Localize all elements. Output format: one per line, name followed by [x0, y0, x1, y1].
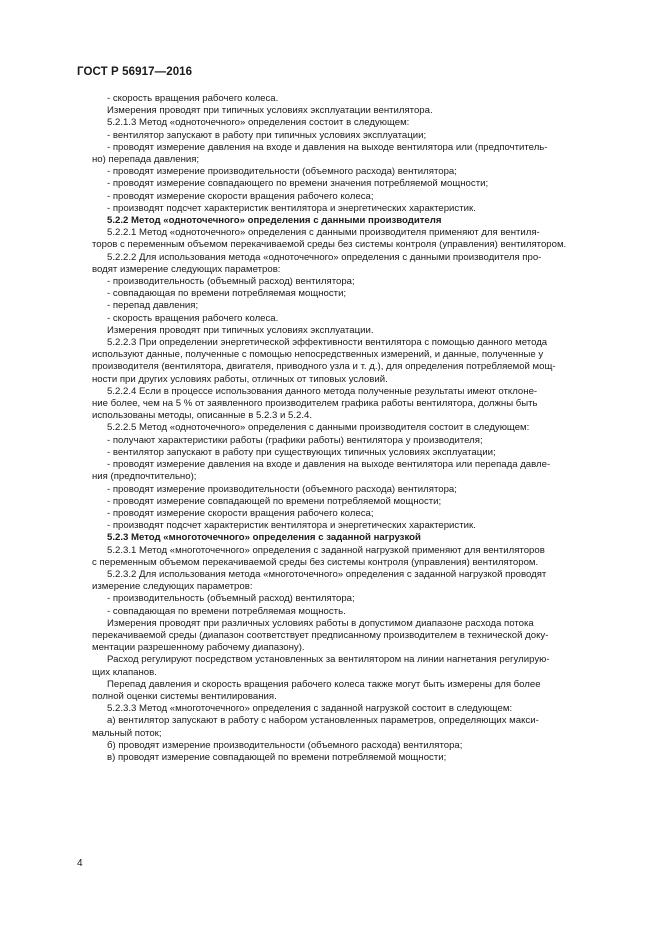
text-line: - производят подсчет характеристик вентилятора и энергетических характеристик. — [107, 520, 476, 532]
text-line: а) вентилятор запускают в работу с набором установленных параметров, определяющих макси- — [107, 715, 539, 727]
text-line: 5.2.3.3 Метод «многоточечного» определения с заданной нагрузкой состоит в следующем: — [107, 703, 513, 715]
text-line: - производительность (объемный расход) вентилятора; — [107, 276, 355, 288]
text-line: - совпадающая по времени потребляемая мощность. — [107, 605, 346, 617]
text-line: в) проводят измерение совпадающей по времени потребляемой мощности; — [107, 751, 447, 763]
text-line: 5.2.2.1 Метод «одноточечного» определения с данными производителя применяют для вентиля- — [107, 227, 540, 239]
text-line: - проводят измерение скорости вращения рабочего колеса; — [107, 190, 374, 202]
section-heading: 5.2.3 Метод «многоточечного» определения с заданной нагрузкой — [107, 532, 421, 544]
text-line: используют данные, полученные с помощью непосредственных измерений, и данные, полученные у — [92, 349, 544, 361]
text-line: ности при других условиях работы, отличных от типовых условий. — [92, 373, 388, 385]
text-line: ментации разрешенному рабочему диапазону). — [92, 642, 305, 654]
text-line: измерение следующих параметров: — [92, 581, 253, 593]
text-line: - производительность (объемный расход) вентилятора; — [107, 593, 355, 605]
text-line: - проводят измерение совпадающей по времени потребляемой мощности; — [107, 495, 442, 507]
text-line: - проводят измерение давления на входе и давления на выходе вентилятора или (предпочтитель- — [107, 141, 548, 153]
text-line: - вентилятор запускают в работу при существующих типичных условиях эксплуатации; — [107, 446, 496, 458]
text-line: 5.2.2.5 Метод «одноточечного» определения с данными производителя состоит в следующем: — [107, 422, 530, 434]
document-body — [92, 93, 600, 764]
text-line: 5.2.3.1 Метод «многоточечного» определения с заданной нагрузкой применяют для вентиляторов — [107, 544, 545, 556]
text-line: полной оценки системы вентилирования. — [92, 690, 277, 702]
text-line: торов с переменным объемом перекачиваемой среды без системы контроля (управления) вентилятором. — [92, 239, 567, 251]
text-line: - производят подсчет характеристик вентилятора и энергетических характеристик. — [107, 202, 476, 214]
text-line: производителя (вентилятора, двигателя, приводного узла и т. д.), для определения потребляемой мощ- — [92, 361, 556, 373]
text-line: 5.2.1.3 Метод «одноточечного» определения состоит в следующем: — [107, 117, 410, 129]
section-heading: 5.2.2 Метод «одноточечного» определения с данными производителя — [107, 215, 442, 227]
text-line: - проводят измерение скорости вращения рабочего колеса; — [107, 507, 374, 519]
text-line: - скорость вращения рабочего колеса. — [107, 312, 279, 324]
text-line: перекачиваемой среды (диапазон соответствует предписанному производителем в технической доку- — [92, 629, 549, 641]
text-line: - получают характеристики работы (графики работы) вентилятора у производителя; — [107, 434, 483, 446]
text-line: ние более, чем на 5 % от заявленного производителем графика работы вентилятора, должны быть — [92, 398, 538, 410]
text-line: - проводят измерение производительности (объемного расхода) вентилятора; — [107, 166, 457, 178]
text-line: - проводят измерение совпадающего по времени значения потребляемой мощности; — [107, 178, 489, 190]
text-line: мальный поток; — [92, 727, 162, 739]
text-line: - совпадающая по времени потребляемая мощности; — [107, 288, 347, 300]
text-line: использованы методы, описанные в 5.2.3 и 5.2.4. — [92, 410, 313, 422]
text-line: Расход регулируют посредством установленных за вентилятором на линии нагнетания регулирую- — [107, 654, 550, 666]
text-line: 5.2.2.4 Если в процессе использования данного метода полученные результаты имеют отклоне- — [107, 385, 538, 397]
text-line: с переменным объемом перекачиваемой среды без системы контроля (управления) вентилятором. — [92, 556, 539, 568]
text-line: 5.2.2.3 При определении энергетической эффективности вентилятора с помощью данного метода — [107, 337, 548, 349]
text-line: Измерения проводят при типичных условиях эксплуатации. — [107, 324, 374, 336]
standard-header: ГОСТ Р 56917—2016 — [77, 66, 193, 78]
text-line: - перепад давления; — [107, 300, 199, 312]
text-line: Перепад давления и скорость вращения рабочего колеса также могут быть измерены для более — [107, 678, 541, 690]
text-line: щих клапанов. — [92, 666, 157, 678]
text-line: - скорость вращения рабочего колеса. — [107, 93, 279, 104]
text-line: Измерения проводят при различных условиях работы в допустимом диапазоне расхода потока — [107, 617, 534, 629]
text-line: - вентилятор запускают в работу при типичных условиях эксплуатации; — [107, 129, 427, 141]
text-line: ния (предпочтительно); — [92, 471, 197, 483]
text-line: - проводят измерение производительности (объемного расхода) вентилятора; — [107, 483, 457, 495]
page-number: 4 — [77, 858, 83, 869]
text-line: б) проводят измерение производительности (объемного расхода) вентилятора; — [107, 739, 463, 751]
text-line: 5.2.2.2 Для использования метода «одноточечного» определения с данными производителя про- — [107, 251, 542, 263]
text-line: водят измерение следующих параметров: — [92, 263, 281, 275]
text-line: - проводят измерение давления на входе и давления на выходе вентилятора или перепада давле- — [107, 459, 551, 471]
text-line: но) перепада давления; — [92, 154, 200, 166]
text-line: Измерения проводят при типичных условиях эксплуатации вентилятора. — [107, 105, 433, 117]
text-line: 5.2.3.2 Для использования метода «многоточечного» определения с заданной нагрузкой проводят — [107, 568, 547, 580]
